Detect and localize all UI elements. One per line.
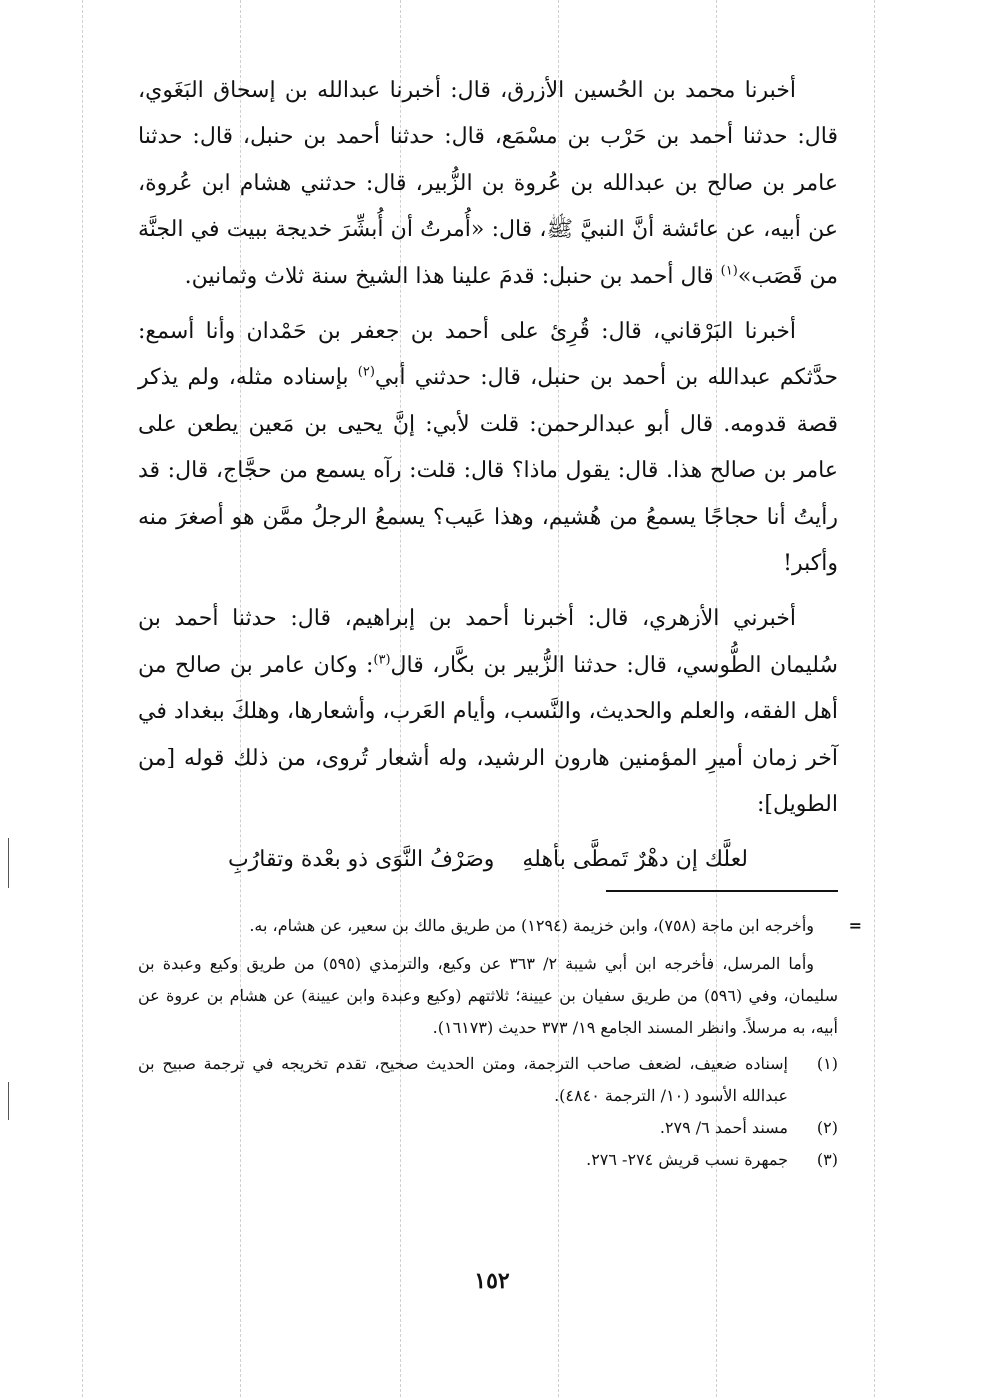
footnote-1-text: إسناده ضعيف، لضعف صاحب الترجمة، ومتن الحديث صحيح، تقدم تخريجه في ترجمة صبيح بن عبدالله الأسود (١٠/ الترجمة ٤٨٤٠). [138,1053,788,1105]
book-page [138,68,862,1176]
footnotes [138,910,862,1176]
footnote-continuation-1-text: وأخرجه ابن ماجة (٧٥٨)، وابن خزيمة (١٢٩٤) من طريق مالك بن سعير، عن هشام، به. [249,915,814,935]
continuation-mark: = [848,915,862,935]
paragraph-2-text: أخبرنا البَرْقاني، قال: قُرِئ على أحمد بن جعفر بن حَمْدان وأنا أسمع: حدَّثكم عبدالله بن أحمد بن حنبل، قال: حدثني أبي [138,319,838,391]
verse-second-hemistich: وصَرْفُ النَّوَى ذو بعْدة وتقارُبِ [227,846,495,872]
paragraph-3-text: أخبرني الأزهري، قال: أخبرنا أحمد بن إبراهيم، قال: حدثنا أحمد بن سُليمان الطُّوسي، قال: حدثنا الزُّبير بن بكَّار، قال [138,606,838,678]
margin-mark [8,1082,9,1120]
margin-mark [8,838,9,888]
footnote-3-number: (٣) [816,1149,838,1169]
footnote-3-text: جمهرة نسب قريش ٢٧٤- ٢٧٦. [586,1149,788,1169]
paragraph-2-text-end: بإسناده مثله، ولم يذكر قصة قدومه. قال أبو عبدالرحمن: قلت لأبي: إنَّ يحيى بن مَعين يطعن على عامر بن صالح هذا. قال: يقول ماذا؟ قال: قلت: رآه يسمع من حجَّاج، قال: قد رأيتُ أنا حجاجًا يسمعُ من هُشيم، وهذا عَيب؟ يسمعُ الرجلُ ممَّن هو أصغرَ منه وأكبر! [138,365,838,577]
scan-artifact-line [874,0,875,1397]
footnote-ref-3: (٣) [373,652,391,668]
paragraph-1 [138,68,838,300]
footnote-ref-1: (١) [720,263,738,279]
paragraph-2 [138,309,838,587]
paragraph-1-text-end: قال أحمد بن حنبل: قدمَ علينا هذا الشيخ سنة ثلاث وثمانين. [184,263,721,289]
footnote-2-text: مسند أحمد ٦/ ٢٧٩. [659,1117,788,1137]
footnote-continuation-2: وأما المرسل، فأخرجه ابن أبي شيبة ٢/ ٣٦٣ عن وكيع، والترمذي (٥٩٥) من طريق وكيع وعبدة بن سليمان، وفي (٥٩٦) من طريق سفيان بن عيينة؛ ثلاثتهم (وكيع وعبدة وابن عيينة) عن هشام بن عروة عن أبيه، به مرسلاً. وانظر المسند الجامع ١٩/ ٣٧٣ حديث (١٦١٧٣). [138,953,838,1037]
verse-first-hemistich: لعلَّك إن دهْرٌ تَمطَّى بأهلهِ [522,846,749,872]
footnote-continuation-1 [138,910,862,942]
page-number: ١٥٢ [474,1268,510,1294]
paragraph-3-text-end: : وكان عامر بن صالح من أهل الفقه، والعلم والحديث، والنَّسب، وأيام العَرب، وأشعارها، وهلكَ ببغداد في آخر زمان أميرِ المؤمنين هارون الرشيد، وله أشعار تُروى، من ذلك قوله [من الطويل]: [138,652,838,818]
poem-verse [138,838,838,882]
footnote-2-number: (٢) [816,1117,838,1137]
paragraph-1-text: أخبرنا محمد بن الحُسين الأزرق، قال: أخبرنا عبدالله بن إسحاق البَغَوي، قال: حدثنا أحمد بن حَرْب بن مسْمَع، قال: حدثنا أحمد بن حنبل، قال: حدثنا عامر بن صالح بن عبدالله بن عُروة بن الزُّبير، قال: حدثني هشام ابن عُروة، عن أبيه، عن عائشة أنَّ النبيَّ ﷺ، قال: «أُمرتُ أن أُبشِّرَ خديجة ببيت في الجنَّة من قَصَب» [138,78,838,289]
scan-artifact-line [82,0,83,1397]
footnote-1-number: (١) [816,1053,838,1073]
main-text [138,68,838,882]
footnote-ref-2: (٢) [357,365,375,381]
footnote-separator [606,890,838,892]
footnote-2 [138,1112,838,1144]
footnote-3 [138,1144,838,1176]
footnote-1 [138,1048,838,1112]
paragraph-3 [138,596,838,828]
